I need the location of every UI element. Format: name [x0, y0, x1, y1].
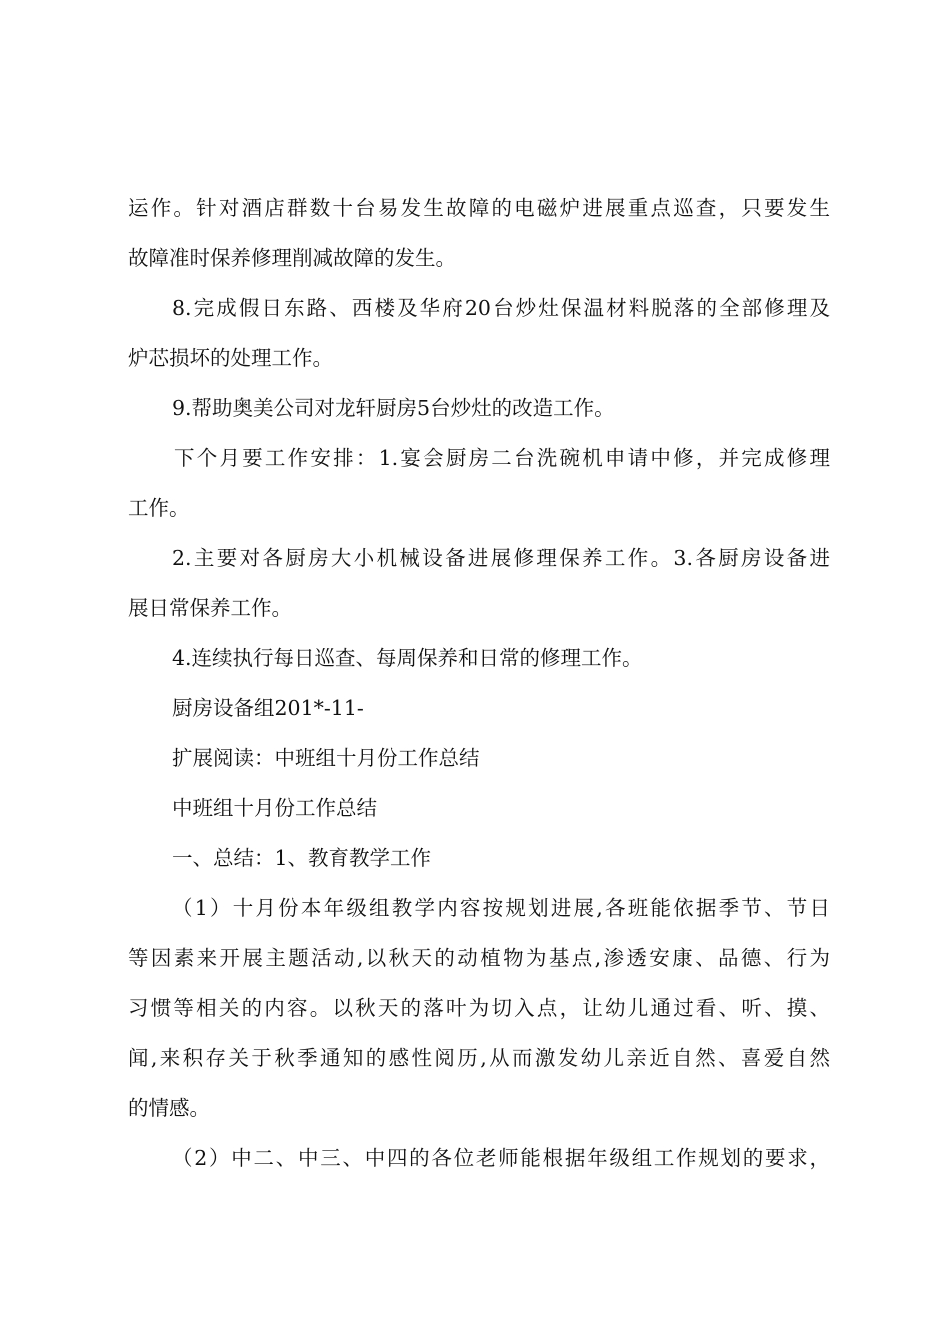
- text-line: 4.连续执行每日巡查、每周保养和日常的修理工作。: [172, 646, 643, 670]
- text-line: 8.完成假日东路、西楼及华府20台炒灶保温材料脱落的全部修理及: [172, 296, 830, 320]
- text-line: 下个月要工作安排：1.宴会厨房二台洗碗机申请中修，并完成修理: [174, 446, 830, 470]
- text-line: 运作。针对酒店群数十台易发生故障的电磁炉进展重点巡查，只要发生: [128, 196, 830, 220]
- text-line: 故障准时保养修理削减故障的发生。: [128, 246, 456, 270]
- text-line: 炉芯损坏的处理工作。: [128, 346, 333, 370]
- section-heading: 扩展阅读：中班组十月份工作总结: [172, 746, 480, 770]
- document-body: [128, 183, 830, 1183]
- text-line: 工作。: [128, 496, 190, 520]
- text-line: 习惯等相关的内容。以秋天的落叶为切入点，让幼儿通过看、听、摸、: [128, 996, 830, 1020]
- text-line: 厨房设备组201*-11-: [172, 696, 364, 720]
- text-line: 等因素来开展主题活动,以秋天的动植物为基点,渗透安康、品德、行为: [128, 946, 830, 970]
- text-line: 闻,来积存关于秋季通知的感性阅历,从而激发幼儿亲近自然、喜爱自然: [128, 1046, 830, 1070]
- section-heading: 中班组十月份工作总结: [172, 796, 377, 820]
- text-line: 一、总结：1、教育教学工作: [172, 846, 432, 870]
- text-line: （1）十月份本年级组教学内容按规划进展,各班能依据季节、节日: [172, 896, 830, 920]
- text-line: 2.主要对各厨房大小机械设备进展修理保养工作。3.各厨房设备进: [172, 546, 830, 570]
- text-line: 的情感。: [128, 1096, 210, 1120]
- text-line: （2）中二、中三、中四的各位老师能根据年级组工作规划的要求，: [172, 1146, 830, 1170]
- text-line: 展日常保养工作。: [128, 596, 292, 620]
- text-line: 9.帮助奥美公司对龙轩厨房5台炒灶的改造工作。: [172, 396, 615, 420]
